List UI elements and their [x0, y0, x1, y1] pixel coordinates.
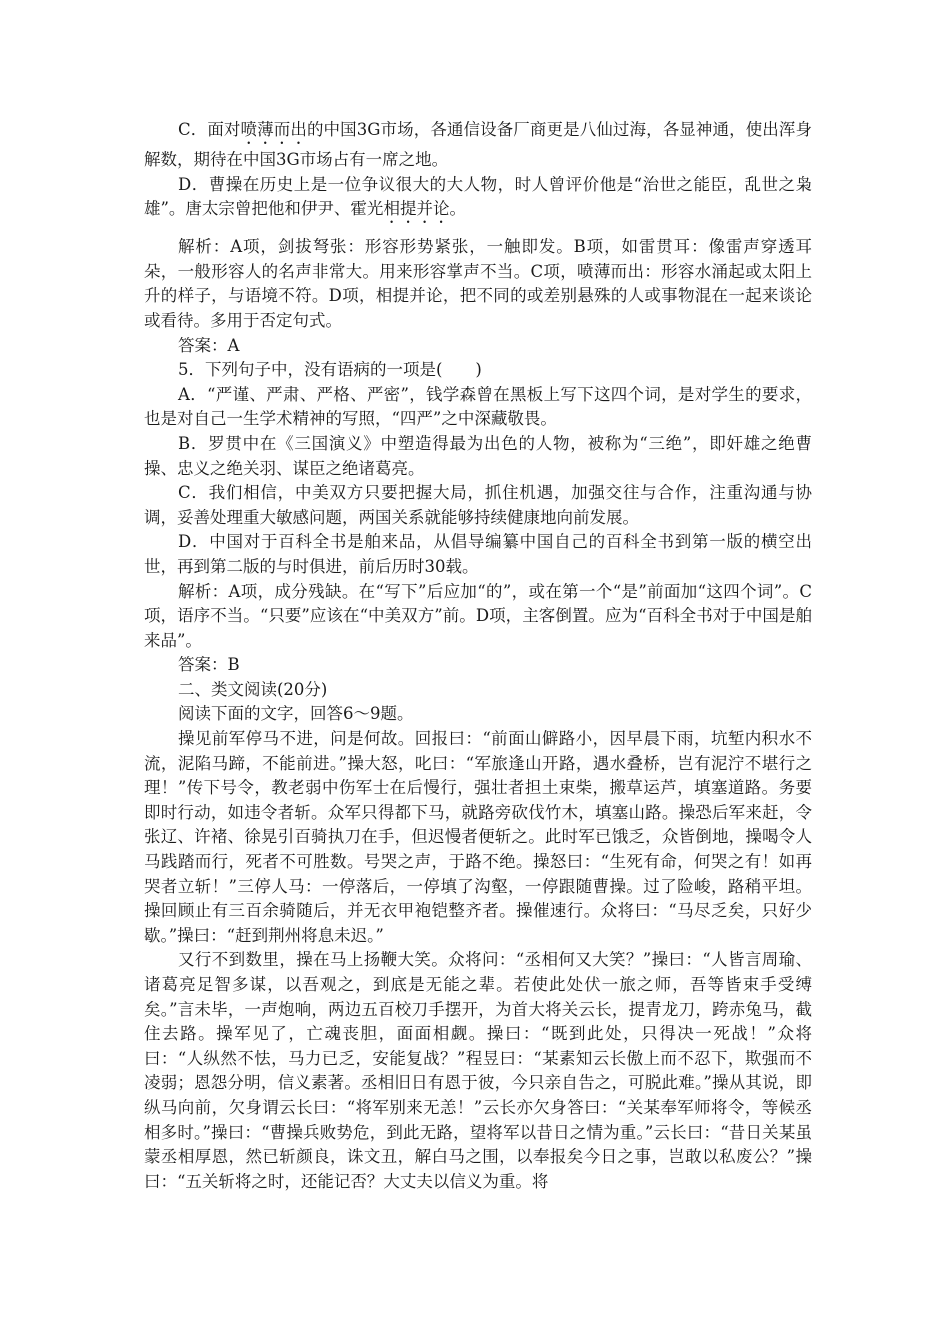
emphasized-phrase: 相提并论 — [383, 199, 450, 219]
analysis-5: 解析：A项，成分残缺。在“写下”后应加“的”，或在第一个“是”前面加“这四个词”。C项，语序不当。“只要”应该在“中美双方”前。D项，主客倒置。应为“百科全书对于中国是舶来品”。 — [144, 581, 812, 650]
option-4d-text-rest: 。 — [449, 199, 466, 219]
section-heading: 二、类文阅读(20分) — [178, 679, 328, 699]
emphasized-phrase: 喷薄而出 — [240, 120, 307, 139]
option-5d: D．中国对于百科全书是舶来品，从倡导编纂中国自己的百科全书到第一版的横空出世，再到第二版的与时俱进，前后历时30载。 — [144, 532, 812, 576]
passage-paragraph-1: 操见前军停马不进，问是何故。回报曰：“前面山僻路小，因早晨下雨，坑堑内积水不流，泥陷马蹄，不能前进。”操大怒，叱曰：“军旅逢山开路，遇水叠桥，岂有泥泞不堪行之理！”传下号令，教老弱中伤军士在后慢行，强壮者担土束柴，搬草运芦，填塞道路。务要即时行动，如违令者斩。众军只得都下马，就路旁砍伐竹木，填塞山路。操恐后军来赶，令张辽、许褚、徐晃引百骑执刀在手，但迟慢者便斩之。此时军已饿乏，众皆倒地，操喝令人马践踏而行，死者不可胜数。号哭之声，于路不绝。操怒曰：“生死有命，何哭之有！如再哭者立斩！”三停人马：一停落后，一停填了沟壑，一停跟随曹操。过了险峻，路稍平坦。操回顾止有三百余骑随后，并无衣甲袍铠整齐者。操催速行。众将曰：“马尽乏矣，只好少歇。”操曰：“赶到荆州将息未迟。” — [144, 729, 812, 945]
reading-instruction: 阅读下面的文字，回答6～9题。 — [178, 704, 414, 724]
option-4c-text-rest: 的中国3G市场，各通信设备厂商更是八仙过海，各显神通，使出浑身解数，期待在中国3G市场占有一席之地。 — [144, 120, 813, 169]
option-4d — [144, 173, 812, 228]
answer-4: 答案：A — [178, 335, 240, 355]
answer-5: 答案：B — [178, 655, 240, 675]
option-5a: A．“严谨、严肃、严格、严密”，钱学森曾在黑板上写下这四个词，是对学生的要求，也是对自己一生学术精神的写照，“四严”之中深藏敬畏。 — [144, 384, 812, 429]
analysis-4: 解析：A项，剑拔弩张：形容形势紧张，一触即发。B项，如雷贯耳：像雷声穿透耳朵，一般形容人的名声非常大。用来形容掌声不当。C项，喷薄而出：形容水涌起或太阳上升的样子，与语境不符。D项，相提并论，把不同的或差别悬殊的人或事物混在一起来谈论或看待。多用于否定句式。 — [144, 237, 812, 330]
option-5c: C．我们相信，中美双方只要把握大局，抓住机遇，加强交往与合作，注重沟通与协调，妥善处理重大敏感问题，两国关系就能够持续健康地向前发展。 — [144, 483, 812, 527]
document-body — [144, 118, 812, 1194]
option-4c-text: C．面对 — [178, 120, 241, 139]
option-5b: B．罗贯中在《三国演义》中塑造得最为出色的人物，被称为“三绝”，即奸雄之绝曹操、忠义之绝关羽、谋臣之绝诸葛亮。 — [144, 433, 812, 478]
passage-paragraph-2: 又行不到数里，操在马上扬鞭大笑。众将问：“丞相何又大笑？”操曰：“人皆言周瑜、诸葛亮足智多谋，以吾观之，到底是无能之辈。若使此处伏一旅之师，吾等皆束手受缚矣。”言未毕，一声炮响，两边五百校刀手摆开，为首大将关云长，提青龙刀，跨赤兔马，截住去路。操军见了，亡魂丧胆，面面相觑。操曰：“既到此处，只得决一死战！”众将曰：“人纵然不怯，马力已乏，安能复战？”程昱曰：“某素知云长傲上而不忍下，欺强而不凌弱；恩怨分明，信义素著。丞相旧日有恩于彼，今只亲自告之，可脱此难。”操从其说，即纵马向前，欠身谓云长曰：“将军别来无恙！”云长亦欠身答曰：“关某奉军师将令，等候丞相多时。”操曰：“曹操兵败势危，到此无路，望将军以昔日之情为重。”云长曰：“昔日关某虽蒙丞相厚恩，然已斩颜良，诛文丑，解白马之围，以奉报矣今日之事，岂敢以私废公？”操曰：“五关斩将之时，还能记否？大丈夫以信义为重。将 — [144, 950, 812, 1191]
option-4d-text: D．曹操在历史上是一位争议很大的大人物，时人曾评价他是“治世之能臣，乱世之枭雄”。唐太宗曾把他和伊尹、霍光 — [144, 174, 812, 219]
question-5: 5．下列句子中，没有语病的一项是( ) — [178, 360, 482, 380]
option-4c — [144, 118, 812, 173]
